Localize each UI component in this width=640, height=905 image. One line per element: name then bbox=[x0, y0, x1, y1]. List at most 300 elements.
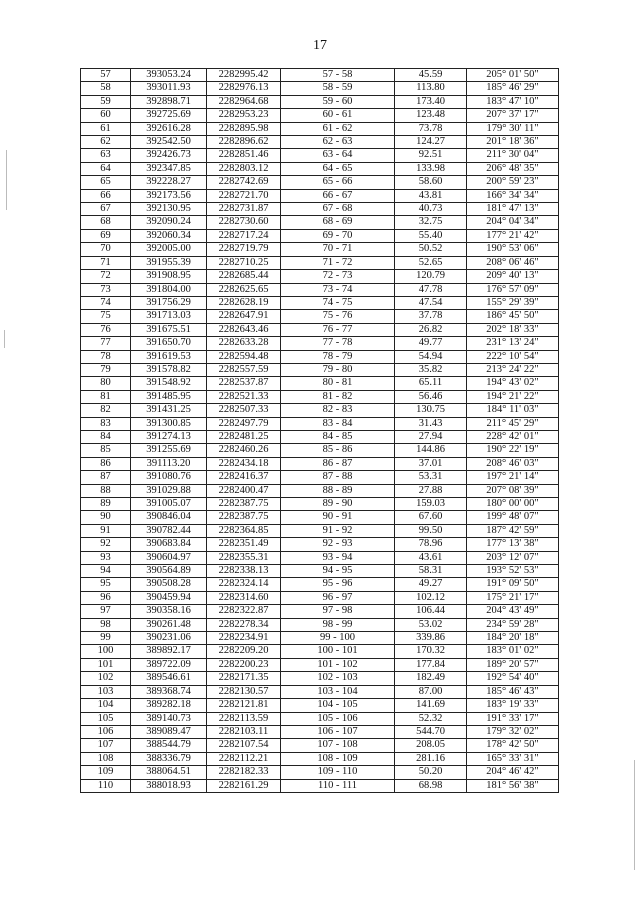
length-cell: 37.01 bbox=[395, 457, 467, 470]
segment-cell: 62 - 63 bbox=[281, 136, 395, 149]
y-coordinate-cell: 2282717.24 bbox=[207, 229, 281, 242]
segment-cell: 63 - 64 bbox=[281, 149, 395, 162]
segment-cell: 75 - 76 bbox=[281, 310, 395, 323]
point-number-cell: 78 bbox=[81, 350, 131, 363]
length-cell: 170.32 bbox=[395, 645, 467, 658]
point-number-cell: 110 bbox=[81, 779, 131, 792]
x-coordinate-cell: 392090.24 bbox=[131, 216, 207, 229]
table-row bbox=[81, 551, 559, 564]
x-coordinate-cell: 391080.76 bbox=[131, 471, 207, 484]
y-coordinate-cell: 2282400.47 bbox=[207, 484, 281, 497]
bearing-cell: 185° 46' 43" bbox=[467, 685, 559, 698]
x-coordinate-cell: 389140.73 bbox=[131, 712, 207, 725]
segment-cell: 97 - 98 bbox=[281, 605, 395, 618]
y-coordinate-cell: 2282416.37 bbox=[207, 471, 281, 484]
segment-cell: 65 - 66 bbox=[281, 176, 395, 189]
bearing-cell: 176° 57' 09" bbox=[467, 283, 559, 296]
bearing-cell: 183° 19' 33" bbox=[467, 699, 559, 712]
bearing-cell: 207° 08' 39" bbox=[467, 484, 559, 497]
length-cell: 123.48 bbox=[395, 109, 467, 122]
bearing-cell: 183° 47' 10" bbox=[467, 95, 559, 108]
y-coordinate-cell: 2282896.62 bbox=[207, 136, 281, 149]
segment-cell: 93 - 94 bbox=[281, 551, 395, 564]
x-coordinate-cell: 391713.03 bbox=[131, 310, 207, 323]
bearing-cell: 202° 18' 33" bbox=[467, 323, 559, 336]
table-row bbox=[81, 766, 559, 779]
segment-cell: 107 - 108 bbox=[281, 739, 395, 752]
point-number-cell: 63 bbox=[81, 149, 131, 162]
point-number-cell: 66 bbox=[81, 189, 131, 202]
bearing-cell: 207° 37' 17" bbox=[467, 109, 559, 122]
x-coordinate-cell: 393011.93 bbox=[131, 82, 207, 95]
bearing-cell: 191° 09' 50" bbox=[467, 578, 559, 591]
bearing-cell: 183° 01' 02" bbox=[467, 645, 559, 658]
page-number: 17 bbox=[313, 38, 327, 53]
point-number-cell: 70 bbox=[81, 243, 131, 256]
segment-cell: 74 - 75 bbox=[281, 296, 395, 309]
y-coordinate-cell: 2282234.91 bbox=[207, 632, 281, 645]
point-number-cell: 76 bbox=[81, 323, 131, 336]
point-number-cell: 57 bbox=[81, 69, 131, 82]
table-row bbox=[81, 296, 559, 309]
bearing-cell: 155° 29' 39" bbox=[467, 296, 559, 309]
point-number-cell: 101 bbox=[81, 658, 131, 671]
table-row bbox=[81, 524, 559, 537]
segment-cell: 61 - 62 bbox=[281, 122, 395, 135]
x-coordinate-cell: 390564.89 bbox=[131, 565, 207, 578]
y-coordinate-cell: 2282171.35 bbox=[207, 672, 281, 685]
segment-cell: 103 - 104 bbox=[281, 685, 395, 698]
scan-edge-mark bbox=[6, 150, 7, 210]
segment-cell: 88 - 89 bbox=[281, 484, 395, 497]
length-cell: 27.88 bbox=[395, 484, 467, 497]
length-cell: 339.86 bbox=[395, 632, 467, 645]
table-row bbox=[81, 404, 559, 417]
segment-cell: 94 - 95 bbox=[281, 565, 395, 578]
length-cell: 68.98 bbox=[395, 779, 467, 792]
bearing-cell: 185° 46' 29" bbox=[467, 82, 559, 95]
bearing-cell: 175° 21' 17" bbox=[467, 591, 559, 604]
y-coordinate-cell: 2282731.87 bbox=[207, 203, 281, 216]
point-number-cell: 98 bbox=[81, 618, 131, 631]
point-number-cell: 81 bbox=[81, 390, 131, 403]
segment-cell: 105 - 106 bbox=[281, 712, 395, 725]
bearing-cell: 193° 52' 53" bbox=[467, 565, 559, 578]
scan-edge-mark bbox=[634, 760, 635, 870]
x-coordinate-cell: 392347.85 bbox=[131, 162, 207, 175]
bearing-cell: 203° 12' 07" bbox=[467, 551, 559, 564]
length-cell: 78.96 bbox=[395, 538, 467, 551]
x-coordinate-cell: 391650.70 bbox=[131, 337, 207, 350]
segment-cell: 106 - 107 bbox=[281, 725, 395, 738]
table-row bbox=[81, 203, 559, 216]
table-row bbox=[81, 243, 559, 256]
table-row bbox=[81, 283, 559, 296]
length-cell: 99.50 bbox=[395, 524, 467, 537]
length-cell: 106.44 bbox=[395, 605, 467, 618]
length-cell: 67.60 bbox=[395, 511, 467, 524]
segment-cell: 110 - 111 bbox=[281, 779, 395, 792]
length-cell: 120.79 bbox=[395, 270, 467, 283]
segment-cell: 98 - 99 bbox=[281, 618, 395, 631]
bearing-cell: 234° 59' 28" bbox=[467, 618, 559, 631]
x-coordinate-cell: 391274.13 bbox=[131, 430, 207, 443]
y-coordinate-cell: 2282742.69 bbox=[207, 176, 281, 189]
point-number-cell: 100 bbox=[81, 645, 131, 658]
table-row bbox=[81, 444, 559, 457]
y-coordinate-cell: 2282730.60 bbox=[207, 216, 281, 229]
table-row bbox=[81, 256, 559, 269]
point-number-cell: 80 bbox=[81, 377, 131, 390]
table-row bbox=[81, 310, 559, 323]
x-coordinate-cell: 391908.95 bbox=[131, 270, 207, 283]
table-row bbox=[81, 658, 559, 671]
bearing-cell: 204° 43' 49" bbox=[467, 605, 559, 618]
table-row bbox=[81, 712, 559, 725]
segment-cell: 85 - 86 bbox=[281, 444, 395, 457]
x-coordinate-cell: 389892.17 bbox=[131, 645, 207, 658]
x-coordinate-cell: 388544.79 bbox=[131, 739, 207, 752]
y-coordinate-cell: 2282364.85 bbox=[207, 524, 281, 537]
length-cell: 32.75 bbox=[395, 216, 467, 229]
segment-cell: 71 - 72 bbox=[281, 256, 395, 269]
length-cell: 133.98 bbox=[395, 162, 467, 175]
bearing-cell: 192° 54' 40" bbox=[467, 672, 559, 685]
table-row bbox=[81, 725, 559, 738]
length-cell: 124.27 bbox=[395, 136, 467, 149]
bearing-cell: 194° 21' 22" bbox=[467, 390, 559, 403]
x-coordinate-cell: 391300.85 bbox=[131, 417, 207, 430]
segment-cell: 99 - 100 bbox=[281, 632, 395, 645]
length-cell: 65.11 bbox=[395, 377, 467, 390]
point-number-cell: 96 bbox=[81, 591, 131, 604]
bearing-cell: 228° 42' 01" bbox=[467, 430, 559, 443]
bearing-cell: 165° 33' 31" bbox=[467, 752, 559, 765]
point-number-cell: 60 bbox=[81, 109, 131, 122]
segment-cell: 87 - 88 bbox=[281, 471, 395, 484]
table-row bbox=[81, 591, 559, 604]
bearing-cell: 205° 01' 50" bbox=[467, 69, 559, 82]
length-cell: 159.03 bbox=[395, 498, 467, 511]
length-cell: 182.49 bbox=[395, 672, 467, 685]
segment-cell: 57 - 58 bbox=[281, 69, 395, 82]
y-coordinate-cell: 2282895.98 bbox=[207, 122, 281, 135]
table-row bbox=[81, 565, 559, 578]
length-cell: 141.69 bbox=[395, 699, 467, 712]
table-row bbox=[81, 216, 559, 229]
length-cell: 58.60 bbox=[395, 176, 467, 189]
bearing-cell: 184° 20' 18" bbox=[467, 632, 559, 645]
length-cell: 27.94 bbox=[395, 430, 467, 443]
segment-cell: 69 - 70 bbox=[281, 229, 395, 242]
x-coordinate-cell: 391029.88 bbox=[131, 484, 207, 497]
y-coordinate-cell: 2282507.33 bbox=[207, 404, 281, 417]
table-row bbox=[81, 109, 559, 122]
table-row bbox=[81, 229, 559, 242]
segment-cell: 79 - 80 bbox=[281, 363, 395, 376]
y-coordinate-cell: 2282721.70 bbox=[207, 189, 281, 202]
x-coordinate-cell: 390604.97 bbox=[131, 551, 207, 564]
segment-cell: 86 - 87 bbox=[281, 457, 395, 470]
bearing-cell: 211° 30' 04" bbox=[467, 149, 559, 162]
table-row bbox=[81, 149, 559, 162]
point-number-cell: 86 bbox=[81, 457, 131, 470]
length-cell: 47.54 bbox=[395, 296, 467, 309]
y-coordinate-cell: 2282647.91 bbox=[207, 310, 281, 323]
table-row bbox=[81, 189, 559, 202]
point-number-cell: 72 bbox=[81, 270, 131, 283]
table-row bbox=[81, 162, 559, 175]
length-cell: 54.94 bbox=[395, 350, 467, 363]
segment-cell: 59 - 60 bbox=[281, 95, 395, 108]
table-row bbox=[81, 605, 559, 618]
length-cell: 87.00 bbox=[395, 685, 467, 698]
x-coordinate-cell: 392616.28 bbox=[131, 122, 207, 135]
y-coordinate-cell: 2282182.33 bbox=[207, 766, 281, 779]
x-coordinate-cell: 391756.29 bbox=[131, 296, 207, 309]
bearing-cell: 200° 59' 23" bbox=[467, 176, 559, 189]
segment-cell: 96 - 97 bbox=[281, 591, 395, 604]
table-row bbox=[81, 323, 559, 336]
y-coordinate-cell: 2282594.48 bbox=[207, 350, 281, 363]
y-coordinate-cell: 2282537.87 bbox=[207, 377, 281, 390]
table-row bbox=[81, 82, 559, 95]
y-coordinate-cell: 2282278.34 bbox=[207, 618, 281, 631]
length-cell: 130.75 bbox=[395, 404, 467, 417]
segment-cell: 104 - 105 bbox=[281, 699, 395, 712]
point-number-cell: 64 bbox=[81, 162, 131, 175]
segment-cell: 101 - 102 bbox=[281, 658, 395, 671]
length-cell: 177.84 bbox=[395, 658, 467, 671]
y-coordinate-cell: 2282121.81 bbox=[207, 699, 281, 712]
table-row bbox=[81, 390, 559, 403]
y-coordinate-cell: 2282460.26 bbox=[207, 444, 281, 457]
length-cell: 50.52 bbox=[395, 243, 467, 256]
point-number-cell: 62 bbox=[81, 136, 131, 149]
bearing-cell: 231° 13' 24" bbox=[467, 337, 559, 350]
length-cell: 52.32 bbox=[395, 712, 467, 725]
table-row bbox=[81, 363, 559, 376]
y-coordinate-cell: 2282355.31 bbox=[207, 551, 281, 564]
y-coordinate-cell: 2282633.28 bbox=[207, 337, 281, 350]
bearing-cell: 179° 32' 02" bbox=[467, 725, 559, 738]
point-number-cell: 75 bbox=[81, 310, 131, 323]
x-coordinate-cell: 392060.34 bbox=[131, 229, 207, 242]
bearing-cell: 191° 33' 17" bbox=[467, 712, 559, 725]
scan-edge-mark bbox=[4, 330, 5, 348]
table-row bbox=[81, 685, 559, 698]
point-number-cell: 61 bbox=[81, 122, 131, 135]
y-coordinate-cell: 2282719.79 bbox=[207, 243, 281, 256]
length-cell: 43.61 bbox=[395, 551, 467, 564]
length-cell: 47.78 bbox=[395, 283, 467, 296]
x-coordinate-cell: 391485.95 bbox=[131, 390, 207, 403]
y-coordinate-cell: 2282387.75 bbox=[207, 498, 281, 511]
length-cell: 49.77 bbox=[395, 337, 467, 350]
bearing-cell: 208° 46' 03" bbox=[467, 457, 559, 470]
segment-cell: 80 - 81 bbox=[281, 377, 395, 390]
x-coordinate-cell: 390683.84 bbox=[131, 538, 207, 551]
segment-cell: 89 - 90 bbox=[281, 498, 395, 511]
y-coordinate-cell: 2282964.68 bbox=[207, 95, 281, 108]
point-number-cell: 108 bbox=[81, 752, 131, 765]
y-coordinate-cell: 2282338.13 bbox=[207, 565, 281, 578]
y-coordinate-cell: 2282953.23 bbox=[207, 109, 281, 122]
bearing-cell: 166° 34' 34" bbox=[467, 189, 559, 202]
table-row bbox=[81, 779, 559, 792]
y-coordinate-cell: 2282481.25 bbox=[207, 430, 281, 443]
segment-cell: 92 - 93 bbox=[281, 538, 395, 551]
point-number-cell: 104 bbox=[81, 699, 131, 712]
point-number-cell: 77 bbox=[81, 337, 131, 350]
length-cell: 144.86 bbox=[395, 444, 467, 457]
segment-cell: 78 - 79 bbox=[281, 350, 395, 363]
point-number-cell: 93 bbox=[81, 551, 131, 564]
point-number-cell: 106 bbox=[81, 725, 131, 738]
point-number-cell: 95 bbox=[81, 578, 131, 591]
y-coordinate-cell: 2282434.18 bbox=[207, 457, 281, 470]
segment-cell: 67 - 68 bbox=[281, 203, 395, 216]
table-row bbox=[81, 632, 559, 645]
x-coordinate-cell: 392542.50 bbox=[131, 136, 207, 149]
x-coordinate-cell: 391548.92 bbox=[131, 377, 207, 390]
bearing-cell: 206° 48' 35" bbox=[467, 162, 559, 175]
x-coordinate-cell: 392426.73 bbox=[131, 149, 207, 162]
table-row bbox=[81, 484, 559, 497]
table-row bbox=[81, 699, 559, 712]
bearing-cell: 199° 48' 07" bbox=[467, 511, 559, 524]
point-number-cell: 82 bbox=[81, 404, 131, 417]
length-cell: 102.12 bbox=[395, 591, 467, 604]
y-coordinate-cell: 2282710.25 bbox=[207, 256, 281, 269]
point-number-cell: 71 bbox=[81, 256, 131, 269]
x-coordinate-cell: 390459.94 bbox=[131, 591, 207, 604]
segment-cell: 73 - 74 bbox=[281, 283, 395, 296]
length-cell: 31.43 bbox=[395, 417, 467, 430]
table-row bbox=[81, 739, 559, 752]
x-coordinate-cell: 389282.18 bbox=[131, 699, 207, 712]
table-row bbox=[81, 645, 559, 658]
segment-cell: 58 - 59 bbox=[281, 82, 395, 95]
segment-cell: 70 - 71 bbox=[281, 243, 395, 256]
segment-cell: 84 - 85 bbox=[281, 430, 395, 443]
point-number-cell: 74 bbox=[81, 296, 131, 309]
y-coordinate-cell: 2282130.57 bbox=[207, 685, 281, 698]
length-cell: 173.40 bbox=[395, 95, 467, 108]
bearing-cell: 177° 21' 42" bbox=[467, 229, 559, 242]
table-row bbox=[81, 337, 559, 350]
table-row bbox=[81, 471, 559, 484]
segment-cell: 76 - 77 bbox=[281, 323, 395, 336]
bearing-cell: 201° 18' 36" bbox=[467, 136, 559, 149]
y-coordinate-cell: 2282976.13 bbox=[207, 82, 281, 95]
table-row bbox=[81, 95, 559, 108]
point-number-cell: 99 bbox=[81, 632, 131, 645]
point-number-cell: 90 bbox=[81, 511, 131, 524]
x-coordinate-cell: 392130.95 bbox=[131, 203, 207, 216]
segment-cell: 100 - 101 bbox=[281, 645, 395, 658]
table-row bbox=[81, 417, 559, 430]
table-row bbox=[81, 672, 559, 685]
y-coordinate-cell: 2282685.44 bbox=[207, 270, 281, 283]
length-cell: 37.78 bbox=[395, 310, 467, 323]
table-row bbox=[81, 498, 559, 511]
segment-cell: 91 - 92 bbox=[281, 524, 395, 537]
x-coordinate-cell: 391578.82 bbox=[131, 363, 207, 376]
length-cell: 55.40 bbox=[395, 229, 467, 242]
x-coordinate-cell: 389722.09 bbox=[131, 658, 207, 671]
y-coordinate-cell: 2282161.29 bbox=[207, 779, 281, 792]
length-cell: 208.05 bbox=[395, 739, 467, 752]
y-coordinate-cell: 2282995.42 bbox=[207, 69, 281, 82]
point-number-cell: 109 bbox=[81, 766, 131, 779]
bearing-cell: 204° 04' 34" bbox=[467, 216, 559, 229]
segment-cell: 72 - 73 bbox=[281, 270, 395, 283]
y-coordinate-cell: 2282322.87 bbox=[207, 605, 281, 618]
bearing-cell: 204° 46' 42" bbox=[467, 766, 559, 779]
y-coordinate-cell: 2282497.79 bbox=[207, 417, 281, 430]
bearing-cell: 208° 06' 46" bbox=[467, 256, 559, 269]
y-coordinate-cell: 2282521.33 bbox=[207, 390, 281, 403]
bearing-cell: 181° 47' 13" bbox=[467, 203, 559, 216]
bearing-cell: 177° 13' 38" bbox=[467, 538, 559, 551]
x-coordinate-cell: 392005.00 bbox=[131, 243, 207, 256]
x-coordinate-cell: 391955.39 bbox=[131, 256, 207, 269]
y-coordinate-cell: 2282643.46 bbox=[207, 323, 281, 336]
point-number-cell: 91 bbox=[81, 524, 131, 537]
coordinates-table bbox=[80, 68, 559, 793]
table-row bbox=[81, 69, 559, 82]
x-coordinate-cell: 391255.69 bbox=[131, 444, 207, 457]
length-cell: 45.59 bbox=[395, 69, 467, 82]
point-number-cell: 102 bbox=[81, 672, 131, 685]
table-row bbox=[81, 457, 559, 470]
x-coordinate-cell: 391431.25 bbox=[131, 404, 207, 417]
length-cell: 58.31 bbox=[395, 565, 467, 578]
y-coordinate-cell: 2282112.21 bbox=[207, 752, 281, 765]
table-row bbox=[81, 122, 559, 135]
point-number-cell: 59 bbox=[81, 95, 131, 108]
table-row bbox=[81, 538, 559, 551]
x-coordinate-cell: 392898.71 bbox=[131, 95, 207, 108]
point-number-cell: 65 bbox=[81, 176, 131, 189]
y-coordinate-cell: 2282209.20 bbox=[207, 645, 281, 658]
x-coordinate-cell: 388018.93 bbox=[131, 779, 207, 792]
point-number-cell: 68 bbox=[81, 216, 131, 229]
bearing-cell: 213° 24' 22" bbox=[467, 363, 559, 376]
length-cell: 544.70 bbox=[395, 725, 467, 738]
segment-cell: 102 - 103 bbox=[281, 672, 395, 685]
bearing-cell: 190° 53' 06" bbox=[467, 243, 559, 256]
bearing-cell: 179° 30' 11" bbox=[467, 122, 559, 135]
bearing-cell: 197° 21' 14" bbox=[467, 471, 559, 484]
point-number-cell: 73 bbox=[81, 283, 131, 296]
bearing-cell: 209° 40' 13" bbox=[467, 270, 559, 283]
bearing-cell: 180° 00' 00" bbox=[467, 498, 559, 511]
table-row bbox=[81, 377, 559, 390]
x-coordinate-cell: 389546.61 bbox=[131, 672, 207, 685]
length-cell: 56.46 bbox=[395, 390, 467, 403]
y-coordinate-cell: 2282200.23 bbox=[207, 658, 281, 671]
segment-cell: 66 - 67 bbox=[281, 189, 395, 202]
length-cell: 40.73 bbox=[395, 203, 467, 216]
y-coordinate-cell: 2282803.12 bbox=[207, 162, 281, 175]
x-coordinate-cell: 390261.48 bbox=[131, 618, 207, 631]
table-row bbox=[81, 578, 559, 591]
point-number-cell: 88 bbox=[81, 484, 131, 497]
length-cell: 26.82 bbox=[395, 323, 467, 336]
point-number-cell: 89 bbox=[81, 498, 131, 511]
